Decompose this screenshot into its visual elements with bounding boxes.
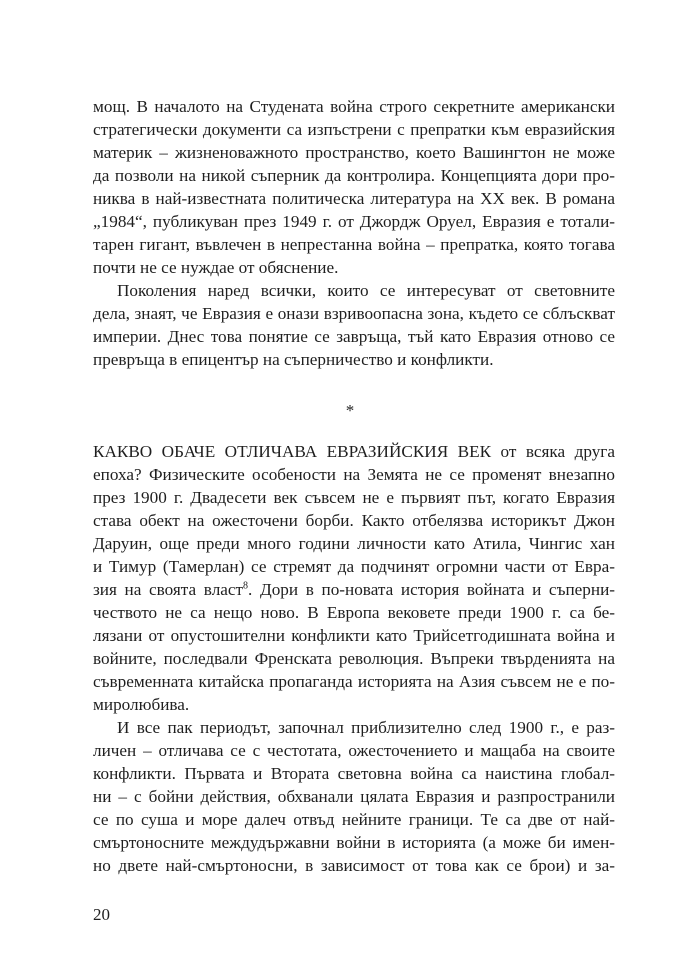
text-line: материк – жизненоважното пространство, което Вашингтон не може: [93, 143, 615, 162]
text-line: И все пак периодът, започнал приблизително след 1900 г., е раз-: [117, 718, 615, 737]
text-line: Даруин, още преди много години личности като Атила, Чингис хан: [93, 534, 615, 553]
text-line: стратегически документи са изпъстрени с препратки към евразийския: [93, 120, 615, 139]
text-line: [93, 578, 615, 601]
text-line: „1984“, публикуван през 1949 г. от Джордж Оруел, Евразия е тотали-: [93, 212, 615, 231]
page-number: 20: [93, 905, 110, 924]
text-line: става обект на ожесточени борби. Както отбелязва историкът Джон: [93, 511, 615, 530]
section-separator: *: [345, 401, 355, 420]
text-line: но двете най-смъртоносни, в зависимост от това как се брои) и за-: [93, 856, 615, 875]
text-line: войните, последвали Френската революция. Въпреки твърденията на: [93, 649, 615, 668]
text-line: епоха? Физическите особености на Земята не се променят внезапно: [93, 465, 615, 484]
text-segment: зия на своята власт: [93, 580, 244, 599]
text-line: през 1900 г. Двадесети век съвсем не е първият път, когато Евразия: [93, 488, 615, 507]
text-line: да позволи на никой съперник да контролира. Концепцията дори про-: [93, 166, 615, 185]
text-line: се по суша и море далеч отвъд нейните граници. Те са две от най-: [93, 810, 615, 829]
text-line: КАКВО ОБАЧЕ ОТЛИЧАВА ЕВРАЗИЙСКИЯ ВЕК от всяка друга: [93, 442, 615, 461]
text-line: мощ. В началото на Студената война строго секретните американски: [93, 97, 615, 116]
text-line: смъртоносните междудържавни войни в историята (а може би имен-: [93, 833, 615, 852]
text-line: чеството не са нещо ново. В Европа вековете преди 1900 г. са бе-: [93, 603, 615, 622]
text-line: почти не се нуждае от обяснение.: [93, 258, 339, 277]
text-line: лязани от опустошителни конфликти като Трийсетгодишната война и: [93, 626, 615, 645]
text-line: дела, знаят, че Евразия е онази взривоопасна зона, където се сблъскват: [93, 304, 615, 323]
text-line: личен – отличава се с честотата, ожесточението и мащаба на своите: [93, 741, 615, 760]
text-line: Поколения наред всички, които се интересуват от световните: [117, 281, 615, 300]
text-line: и Тимур (Тамерлан) се стремят да подчинят огромни части от Евра-: [93, 557, 615, 576]
text-line: миролюбива.: [93, 695, 190, 714]
text-line: никва в най-известната политическа литература на XX век. В романа: [93, 189, 615, 208]
text-line: съвременната китайска пропаганда историята на Азия съвсем не е по-: [93, 672, 615, 691]
text-line: превръща в епицентър на съперничество и конфликти.: [93, 350, 494, 369]
text-line: тарен гигант, въвлечен в непрестанна война – препратка, която тогава: [93, 235, 615, 254]
text-segment: . Дори в по-новата история войната и съперни-: [248, 580, 615, 599]
footnote-marker: 8: [243, 580, 249, 592]
text-line: конфликти. Първата и Втората световна война са наистина глобал-: [93, 764, 615, 783]
text-line: империи. Днес това понятие се завръща, тъй като Евразия отново се: [93, 327, 615, 346]
text-line: ни – с бойни действия, обхванали цялата Евразия и разпространили: [93, 787, 615, 806]
